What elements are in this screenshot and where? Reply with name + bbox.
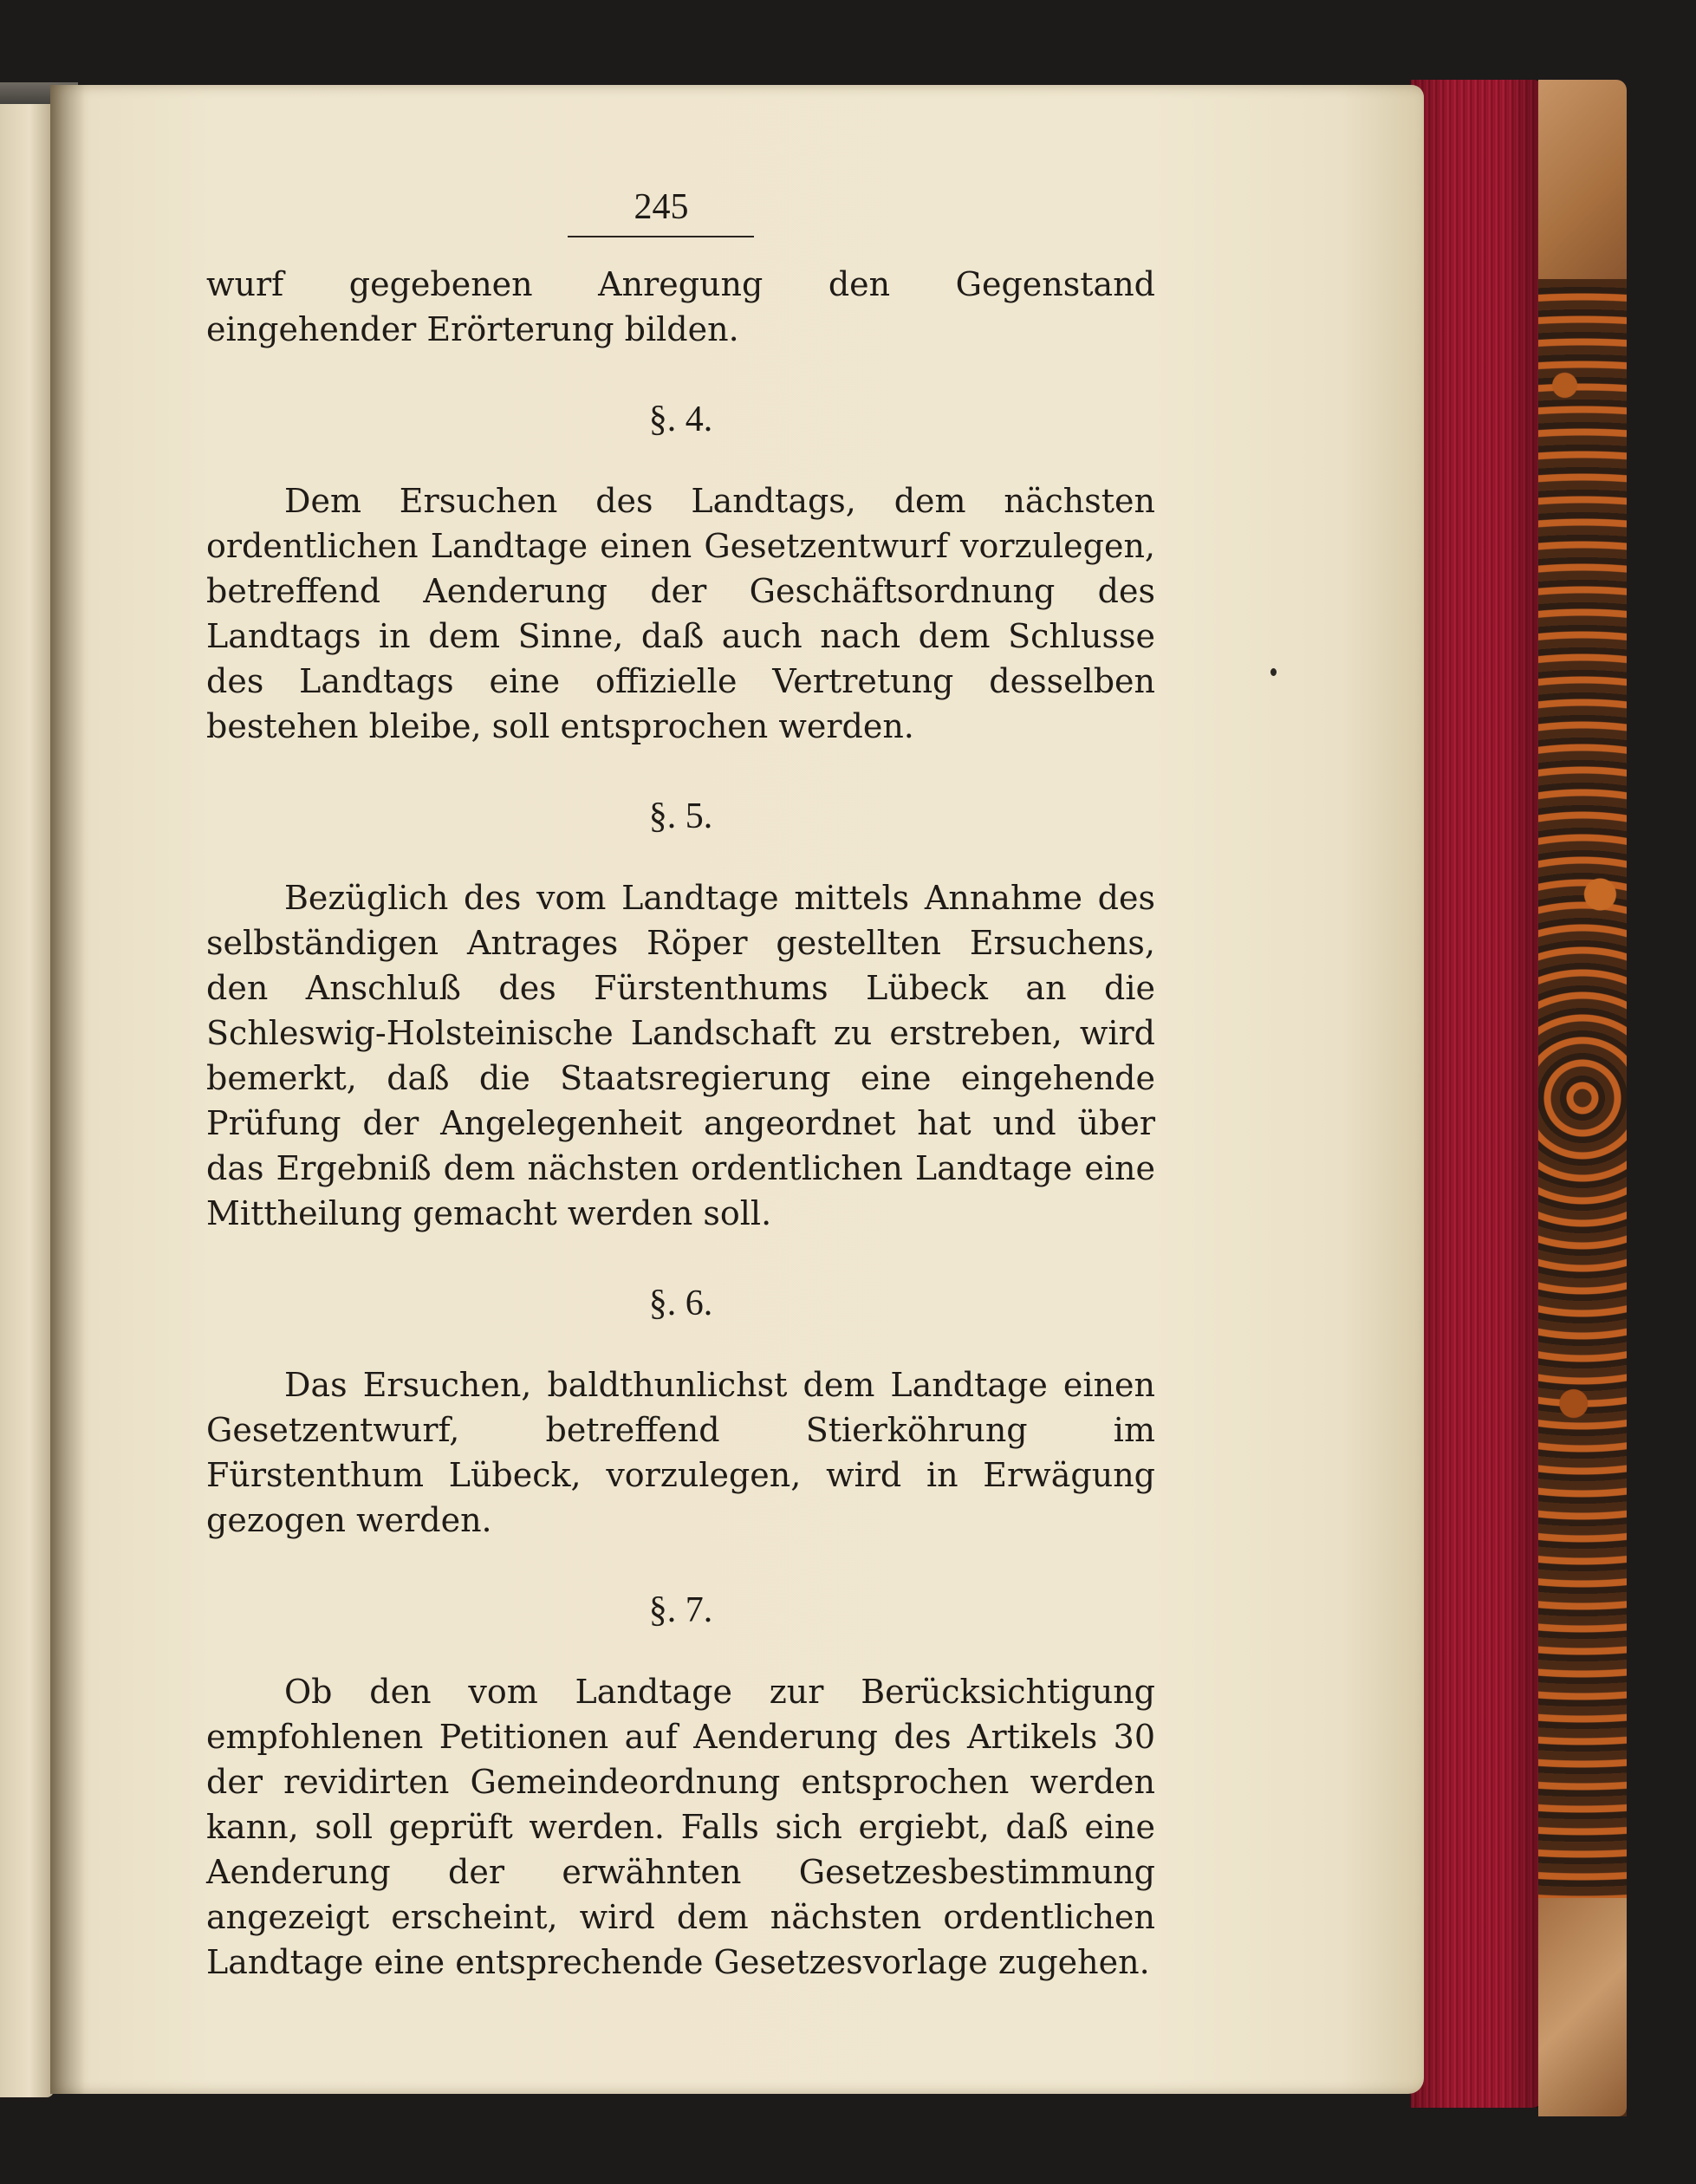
page-number: 245 (634, 187, 689, 227)
page-text (206, 182, 1155, 1985)
header-rule (568, 236, 754, 237)
section-heading: §. 7. (648, 1590, 713, 1630)
paragraph: Das Ersuchen, baldthunlichst dem Landtage einen Gesetzentwurf, betreffend Stierköhrung im Fürstenthum Lübeck, vorzulegen, wird in Erwägung gezogen werden. (206, 1366, 1155, 1539)
section-heading: §. 5. (648, 796, 713, 836)
page-edges-shading (1411, 80, 1543, 2108)
paragraph: Ob den vom Landtage zur Berücksichtigung empfohlenen Petitionen auf Aenderung des Artikels 30 der revidirten Gemeindeordnung entsprochen werden kann, soll geprüft werden. Falls sich ergiebt, daß eine Aenderung der erwähnten Gesetzesbestimmung angezeigt erscheint, wird dem nächsten ordentlichen Landtage eine entsprechende Gesetzesvorlage zugehen. (206, 1673, 1155, 1981)
marbled-cover (1538, 80, 1627, 2116)
leather-corner-top (1538, 80, 1627, 279)
text-body (206, 262, 1155, 1985)
leather-corner-bottom (1538, 1898, 1627, 2116)
section-heading: §. 6. (648, 1284, 713, 1323)
left-page-edge (0, 104, 54, 2097)
gutter-shadow (50, 85, 85, 2094)
section-heading: §. 4. (648, 400, 713, 439)
ink-speck (1270, 668, 1277, 676)
paragraph: Dem Ersuchen des Landtags, dem nächsten ordentlichen Landtage einen Gesetzentwurf vorzulegen, betreffend Aenderung der Geschäftsordnung des Landtags in dem Sinne, daß auch nach dem Schlusse des Landtags eine offizielle Vertretung desselben bestehen bleibe, soll entsprochen werden. (206, 482, 1155, 745)
paragraph: wurf gegebenen Anregung den Gegenstand eingehender Erörterung bilden. (206, 265, 1155, 348)
paragraph: Bezüglich des vom Landtage mittels Annahme des selbständigen Antrages Röper gestellten Ersuchens, den Anschluß des Fürstenthums Lübeck an die Schleswig-Holsteinische Landschaft zu erstreben, wird bemerkt, daß die Staatsregierung eine eingehende Prüfung der Angelegenheit angeordnet hat und über das Ergebniß dem nächsten ordentlichen Landtage eine Mittheilung gemacht werden soll. (206, 879, 1155, 1232)
